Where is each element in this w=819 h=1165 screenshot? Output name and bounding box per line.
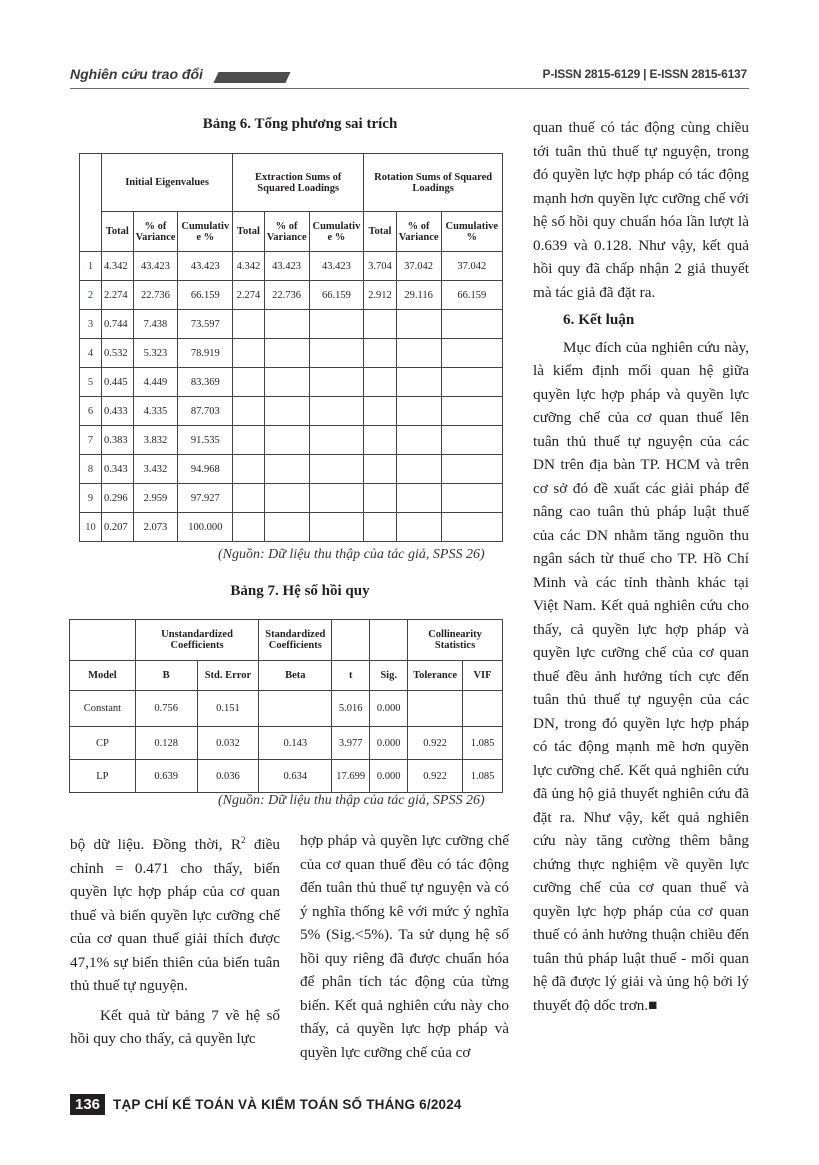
paragraph: Kết quả từ bảng 7 về hệ số hồi quy cho thấy, cả quyền lực bbox=[70, 1006, 280, 1048]
table-cell: 43.423 bbox=[178, 252, 233, 281]
table7-group-header: Collinearity Statistics bbox=[408, 620, 503, 661]
table-cell bbox=[309, 455, 364, 484]
table6-column-header: Cumulativ e % bbox=[178, 212, 233, 252]
table-cell: 0.151 bbox=[197, 691, 259, 727]
issn-label: P-ISSN 2815-6129 | E-ISSN 2815-6137 bbox=[542, 67, 747, 81]
table-cell: 22.736 bbox=[133, 281, 178, 310]
table-cell bbox=[364, 310, 396, 339]
table-cell: 0.634 bbox=[259, 760, 332, 793]
table-cell bbox=[264, 513, 309, 542]
table-cell: 2.274 bbox=[233, 281, 265, 310]
table-cell: 91.535 bbox=[178, 426, 233, 455]
table7-column-header: t bbox=[332, 661, 370, 691]
table-cell: 0.922 bbox=[408, 727, 463, 760]
table-row bbox=[80, 252, 503, 281]
table-cell: 87.703 bbox=[178, 397, 233, 426]
text-span: bộ dữ liệu. Đồng thời, R bbox=[70, 836, 242, 854]
table-cell: 2.274 bbox=[102, 281, 134, 310]
table-cell bbox=[309, 426, 364, 455]
body-column-3 bbox=[533, 116, 749, 1017]
table-cell: 66.159 bbox=[178, 281, 233, 310]
model-name-cell: LP bbox=[70, 760, 136, 793]
table6-column-header: % of Variance bbox=[133, 212, 178, 252]
superscript: 2 bbox=[241, 835, 246, 845]
table-cell bbox=[364, 397, 396, 426]
table-cell: 43.423 bbox=[309, 252, 364, 281]
table-row bbox=[70, 760, 503, 793]
table7-empty-header bbox=[370, 620, 408, 661]
table-cell bbox=[264, 310, 309, 339]
paragraph: hợp pháp và quyền lực cưỡng chế của cơ quan thuế đều có tác động đến tuân thủ thuế tự nguyện và có ý nghĩa thống kê với mức ý nghĩa 5% (Sig.<5%). Ta sử dụng hệ số hồi quy riêng đã được chuẩn hóa để phân tích tác động của từng biến. Kết quả nghiên cứu này cho thấy, cả quyền lực hợp pháp và quyền lực cưỡng chế của cơ bbox=[300, 832, 509, 1061]
table7-source: (Nguồn: Dữ liệu thu thập của tác giả, SPSS 26) bbox=[218, 793, 485, 808]
table-cell bbox=[364, 368, 396, 397]
table-cell bbox=[233, 513, 265, 542]
table6-column-header: Cumulativ e % bbox=[309, 212, 364, 252]
table-cell bbox=[364, 426, 396, 455]
table7-column-header: Beta bbox=[259, 661, 332, 691]
table-cell bbox=[441, 397, 502, 426]
table-cell: 3.432 bbox=[133, 455, 178, 484]
table7-column-header: B bbox=[135, 661, 197, 691]
table-row bbox=[70, 727, 503, 760]
table7-caption: Bảng 7. Hệ số hồi quy bbox=[230, 583, 370, 599]
table-cell bbox=[259, 691, 332, 727]
component-number-cell: 4 bbox=[80, 339, 102, 368]
table6 bbox=[79, 153, 503, 542]
table-cell bbox=[309, 484, 364, 513]
table-cell bbox=[233, 339, 265, 368]
table-cell: 0.207 bbox=[102, 513, 134, 542]
table-cell bbox=[396, 310, 441, 339]
table-cell bbox=[233, 455, 265, 484]
table7-corner-cell bbox=[70, 620, 136, 661]
table-cell: 5.323 bbox=[133, 339, 178, 368]
table-cell bbox=[396, 368, 441, 397]
table-cell bbox=[396, 397, 441, 426]
table6-column-header: Total bbox=[364, 212, 396, 252]
table-cell: 0.000 bbox=[370, 760, 408, 793]
table6-group-header: Extraction Sums of Squared Loadings bbox=[233, 154, 364, 212]
table-cell: 83.369 bbox=[178, 368, 233, 397]
table-cell: 0.343 bbox=[102, 455, 134, 484]
table6-column-header: % of Variance bbox=[396, 212, 441, 252]
table-cell: 4.335 bbox=[133, 397, 178, 426]
table-row bbox=[80, 397, 503, 426]
table-cell: 2.073 bbox=[133, 513, 178, 542]
table-cell: 0.000 bbox=[370, 727, 408, 760]
table-cell bbox=[364, 455, 396, 484]
table-cell bbox=[264, 455, 309, 484]
table-cell bbox=[233, 368, 265, 397]
table-cell: 0.639 bbox=[135, 760, 197, 793]
component-number-cell: 3 bbox=[80, 310, 102, 339]
table-cell bbox=[396, 339, 441, 368]
table-cell bbox=[408, 691, 463, 727]
table-cell bbox=[364, 484, 396, 513]
table-cell bbox=[233, 397, 265, 426]
component-number-cell: 6 bbox=[80, 397, 102, 426]
table-cell bbox=[309, 339, 364, 368]
table7-column-header: VIF bbox=[463, 661, 503, 691]
table7 bbox=[69, 619, 503, 793]
table-cell: 43.423 bbox=[264, 252, 309, 281]
table-cell: 4.342 bbox=[102, 252, 134, 281]
table6-column-header: Total bbox=[102, 212, 134, 252]
table-cell bbox=[441, 455, 502, 484]
table7-column-header: Std. Error bbox=[197, 661, 259, 691]
table-cell bbox=[396, 484, 441, 513]
table7-column-header: Sig. bbox=[370, 661, 408, 691]
table-cell: 3.704 bbox=[364, 252, 396, 281]
header-rule bbox=[70, 88, 749, 89]
table-cell: 0.296 bbox=[102, 484, 134, 513]
table-cell: 0.128 bbox=[135, 727, 197, 760]
table-row bbox=[80, 339, 503, 368]
header-decor-bar bbox=[213, 72, 290, 83]
table-cell: 0.433 bbox=[102, 397, 134, 426]
table-cell bbox=[463, 691, 503, 727]
table6-corner-cell bbox=[80, 154, 102, 252]
table-cell: 0.032 bbox=[197, 727, 259, 760]
component-number-cell: 1 bbox=[80, 252, 102, 281]
table-cell bbox=[396, 455, 441, 484]
table-cell bbox=[309, 310, 364, 339]
text-span: điều chỉnh = 0.471 cho thấy, biến quyền lực hợp pháp của cơ quan thuế và biến quyền lực cưỡng chế của cơ quan thuế giải thích được 47,1% sự biến thiên của biến tuân thủ thuế tự nguyện. bbox=[70, 836, 280, 995]
table-cell: 43.423 bbox=[133, 252, 178, 281]
table-cell bbox=[264, 397, 309, 426]
table-cell bbox=[264, 484, 309, 513]
body-column-1 bbox=[70, 829, 280, 1051]
component-number-cell: 2 bbox=[80, 281, 102, 310]
table-cell bbox=[233, 484, 265, 513]
model-name-cell: CP bbox=[70, 727, 136, 760]
table-cell bbox=[441, 426, 502, 455]
table-cell bbox=[264, 368, 309, 397]
table-row bbox=[70, 691, 503, 727]
table-cell: 1.085 bbox=[463, 727, 503, 760]
table-cell: 97.927 bbox=[178, 484, 233, 513]
footer bbox=[70, 1094, 462, 1115]
table-cell bbox=[309, 513, 364, 542]
table-cell: 37.042 bbox=[396, 252, 441, 281]
table-cell: 3.832 bbox=[133, 426, 178, 455]
component-number-cell: 7 bbox=[80, 426, 102, 455]
table-cell: 17.699 bbox=[332, 760, 370, 793]
table-cell: 0.445 bbox=[102, 368, 134, 397]
table-cell bbox=[441, 484, 502, 513]
table-cell: 0.744 bbox=[102, 310, 134, 339]
body-column-2 bbox=[300, 829, 509, 1064]
table-cell bbox=[309, 397, 364, 426]
table6-column-header: Total bbox=[233, 212, 265, 252]
table7-empty-header bbox=[332, 620, 370, 661]
table-cell: 0.922 bbox=[408, 760, 463, 793]
table-cell: 66.159 bbox=[309, 281, 364, 310]
table-cell bbox=[441, 310, 502, 339]
table6-column-header: Cumulative % bbox=[441, 212, 502, 252]
table-row bbox=[80, 426, 503, 455]
table6-column-header: % of Variance bbox=[264, 212, 309, 252]
table-cell: 78.919 bbox=[178, 339, 233, 368]
table-cell: 0.036 bbox=[197, 760, 259, 793]
table-row bbox=[80, 310, 503, 339]
paragraph bbox=[533, 336, 749, 1018]
table-cell: 0.383 bbox=[102, 426, 134, 455]
section-title: Nghiên cứu trao đổi bbox=[70, 66, 203, 82]
table-cell bbox=[264, 339, 309, 368]
paragraph: quan thuế có tác động cùng chiều tới tuân thủ thuế tự nguyện, trong đó quyền lực hợp pháp có tác động mạnh hơn quyền lực cưỡng chế với hệ số hồi quy chuẩn hóa lần lượt là 0.639 và 0.128. Như vậy, kết quả hồi quy đã chấp nhận 2 giả thuyết mà tác giả đã đặt ra. bbox=[533, 119, 749, 301]
table7-column-header: Model bbox=[70, 661, 136, 691]
page-number: 136 bbox=[70, 1094, 105, 1115]
table-row bbox=[80, 455, 503, 484]
component-number-cell: 5 bbox=[80, 368, 102, 397]
table-cell bbox=[233, 310, 265, 339]
component-number-cell: 9 bbox=[80, 484, 102, 513]
table-cell: 5.016 bbox=[332, 691, 370, 727]
table6-group-header: Rotation Sums of Squared Loadings bbox=[364, 154, 503, 212]
table6-caption: Bảng 6. Tổng phương sai trích bbox=[202, 116, 398, 132]
table-cell: 4.449 bbox=[133, 368, 178, 397]
table-cell bbox=[233, 426, 265, 455]
table7-group-header: Unstandardized Coefficients bbox=[135, 620, 259, 661]
table-cell: 0.143 bbox=[259, 727, 332, 760]
table-cell: 2.912 bbox=[364, 281, 396, 310]
table-cell: 66.159 bbox=[441, 281, 502, 310]
table-cell: 29.116 bbox=[396, 281, 441, 310]
component-number-cell: 8 bbox=[80, 455, 102, 484]
table-cell bbox=[396, 426, 441, 455]
table-cell: 3.977 bbox=[332, 727, 370, 760]
section-heading: 6. Kết luận bbox=[563, 311, 635, 328]
table-cell: 1.085 bbox=[463, 760, 503, 793]
table-cell: 2.959 bbox=[133, 484, 178, 513]
table-cell bbox=[364, 513, 396, 542]
table-cell: 37.042 bbox=[441, 252, 502, 281]
table-cell bbox=[441, 368, 502, 397]
end-mark: ■ bbox=[648, 996, 658, 1014]
table-cell bbox=[309, 368, 364, 397]
table7-column-header: Tolerance bbox=[408, 661, 463, 691]
table-row bbox=[80, 281, 503, 310]
model-name-cell: Constant bbox=[70, 691, 136, 727]
table-cell: 22.736 bbox=[264, 281, 309, 310]
component-number-cell: 10 bbox=[80, 513, 102, 542]
table-row bbox=[80, 484, 503, 513]
table6-source: (Nguồn: Dữ liệu thu thập của tác giả, SPSS 26) bbox=[218, 547, 485, 562]
table6-group-header: Initial Eigenvalues bbox=[102, 154, 233, 212]
table-cell bbox=[364, 339, 396, 368]
table-cell: 100.000 bbox=[178, 513, 233, 542]
table-cell bbox=[396, 513, 441, 542]
table-row bbox=[80, 513, 503, 542]
table-cell: 0.756 bbox=[135, 691, 197, 727]
table-cell: 4.342 bbox=[233, 252, 265, 281]
table-cell: 0.532 bbox=[102, 339, 134, 368]
table7-group-header: Standardized Coefficients bbox=[259, 620, 332, 661]
table-cell bbox=[264, 426, 309, 455]
table-cell bbox=[441, 339, 502, 368]
paragraph bbox=[70, 829, 280, 998]
text-span: Mục đích của nghiên cứu này, là kiểm định mối quan hệ giữa quyền lực hợp pháp và quyền lực cưỡng chế của cơ quan thuế lên tuân thủ thuế tự nguyện của các DN trên địa bàn TP. HCM và trên cơ sở đó đề xuất các giải pháp để nâng cao tuân thủ pháp luật thuế của các DN nhằm tăng nguồn thu ngân sách từ thuế cho TP. Hồ Chí Minh và các tỉnh thành khác tại Việt Nam. Kết quả nghiên cứu cho thấy, cả quyền lực hợp pháp và quyền lực cưỡng chế của cơ quan thuế đều ảnh hưởng tích cực đến tuân thủ thuế tự nguyện của các DN, trong đó quyền lực hợp pháp có tác động mạnh mẽ hơn quyền lực cưỡng chế. Kết quả nghiên cứu đã ủng hộ giả thuyết nghiên cứu đã đặt ra. Như vậy, kết quả nghiên cứu này tăng cường thêm bằng chứng thực nghiệm về quyền lực cưỡng chế của cơ quan thuế và quyền lực hợp pháp của cơ quan thuế có ảnh hưởng thuận chiều đến tuân thủ pháp luật thuế - mối quan hệ đã được lý giải và ủng hộ bởi lý thuyết độ dốc trơn. bbox=[533, 338, 749, 1014]
table-cell: 0.000 bbox=[370, 691, 408, 727]
table-cell: 73.597 bbox=[178, 310, 233, 339]
journal-title: TẠP CHÍ KẾ TOÁN VÀ KIỂM TOÁN SỐ THÁNG 6/2024 bbox=[113, 1097, 462, 1112]
table-cell: 94.968 bbox=[178, 455, 233, 484]
table-cell bbox=[441, 513, 502, 542]
table-cell: 7.438 bbox=[133, 310, 178, 339]
table-row bbox=[80, 368, 503, 397]
